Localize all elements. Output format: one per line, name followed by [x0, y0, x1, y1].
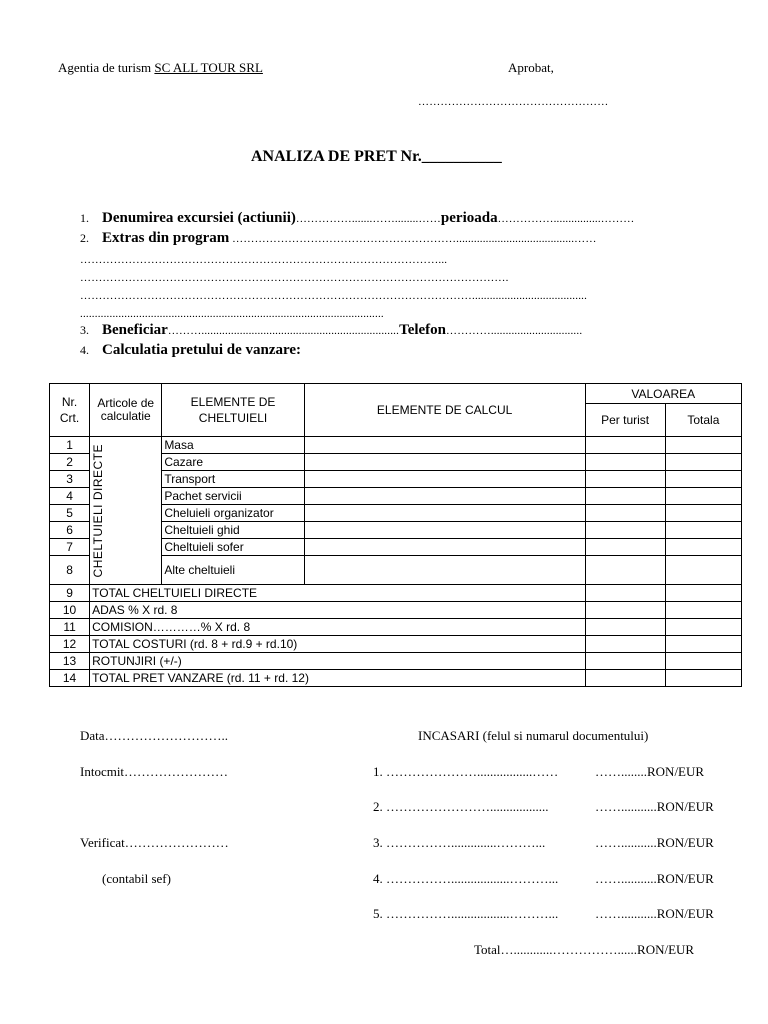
row-label: Transport [162, 471, 304, 488]
approved-signature-line: …………………………………………… [418, 96, 609, 108]
header-elemente-calcul: ELEMENTE DE CALCUL [304, 384, 585, 437]
totala-cell[interactable] [665, 653, 741, 670]
receipt-amount-1[interactable]: ……........RON/EUR [595, 764, 705, 779]
calc-cell[interactable] [304, 522, 585, 539]
totala-cell[interactable] [665, 556, 741, 585]
row-number: 14 [50, 670, 90, 687]
section-3-label: Beneficiar [102, 322, 168, 338]
per-turist-cell[interactable] [585, 636, 665, 653]
agency-name: SC ALL TOUR SRL [154, 60, 263, 75]
per-turist-cell[interactable] [585, 471, 665, 488]
approved-label: Aprobat, [508, 60, 554, 75]
totala-cell[interactable] [665, 619, 741, 636]
totala-cell[interactable] [665, 670, 741, 687]
row-number: 1 [50, 437, 90, 454]
receipts-title: INCASARI (felul si numarul documentului) [418, 728, 649, 743]
row-number: 7 [50, 539, 90, 556]
calc-cell[interactable] [304, 488, 585, 505]
agency-label: Agentia de turism [58, 60, 152, 75]
table-header-row [50, 384, 742, 404]
row-number: 12 [50, 636, 90, 653]
section-2-number: 2. [80, 231, 89, 245]
per-turist-cell[interactable] [585, 454, 665, 471]
calc-cell[interactable] [304, 454, 585, 471]
receipt-amount-5[interactable]: ……...........RON/EUR [595, 906, 714, 921]
per-turist-cell[interactable] [585, 539, 665, 556]
chief-accountant-label: (contabil sef) [102, 871, 171, 886]
totala-cell[interactable] [665, 636, 741, 653]
receipts-total[interactable]: Total…............……………......RON/EUR [474, 942, 695, 957]
receipt-amount-3[interactable]: ……...........RON/EUR [595, 835, 714, 850]
receipt-line-1[interactable]: 1. ………………….................…… [373, 764, 559, 779]
section-1-period-dots: ……………................……… [497, 213, 635, 225]
totala-cell[interactable] [665, 602, 741, 619]
table-row [50, 602, 742, 619]
page-title: ANALIZA DE PRET Nr.__________ [251, 148, 502, 165]
calc-cell[interactable] [304, 539, 585, 556]
per-turist-cell[interactable] [585, 585, 665, 602]
totala-cell[interactable] [665, 539, 741, 556]
totala-cell[interactable] [665, 454, 741, 471]
per-turist-cell[interactable] [585, 437, 665, 454]
receipt-line-5[interactable]: 5. ……………..................………... [373, 906, 559, 921]
header-valoarea: VALOAREA [585, 384, 741, 404]
row-number: 3 [50, 471, 90, 488]
row-number: 9 [50, 585, 90, 602]
row-label: Cheluieli organizator [162, 505, 304, 522]
row-label: TOTAL PRET VANZARE (rd. 11 + rd. 12) [90, 670, 585, 687]
section-2-line-2: ……………………………………………………………………………………………………. [80, 272, 509, 284]
calc-cell[interactable] [304, 437, 585, 454]
table-row [50, 585, 742, 602]
per-turist-cell[interactable] [585, 556, 665, 585]
table-row [50, 653, 742, 670]
totala-cell[interactable] [665, 522, 741, 539]
header-elemente-cheltuieli: ELEMENTE DE CHELTUIELI [162, 384, 304, 437]
section-3-dots: ………................................................................... [167, 325, 400, 337]
calc-cell[interactable] [304, 505, 585, 522]
section-1-label: Denumirea excursiei (actiunii) [102, 210, 296, 226]
receipt-line-2[interactable]: 2. …………………….................. [373, 799, 549, 814]
section-2-dots: ……………………………………………………........................................…… [229, 233, 597, 245]
receipt-amount-4[interactable]: ……...........RON/EUR [595, 871, 714, 886]
per-turist-cell[interactable] [585, 505, 665, 522]
row-label: ROTUNJIRI (+/-) [90, 653, 585, 670]
row-number: 5 [50, 505, 90, 522]
receipt-amount-2[interactable]: ……...........RON/EUR [595, 799, 714, 814]
totala-cell[interactable] [665, 585, 741, 602]
row-label: COMISION…………% X rd. 8 [90, 619, 585, 636]
row-label: Cazare [162, 454, 304, 471]
header-totala: Totala [665, 404, 741, 437]
per-turist-cell[interactable] [585, 602, 665, 619]
totala-cell[interactable] [665, 471, 741, 488]
section-1 [80, 210, 634, 227]
per-turist-cell[interactable] [585, 522, 665, 539]
section-1-number: 1. [80, 211, 89, 225]
section-2-line-3: ……………………………………………………………………………………………....................................... [80, 290, 588, 302]
verified-by-field[interactable]: Verificat…………………… [80, 835, 229, 850]
header-nr: Nr. Crt. [50, 384, 90, 437]
per-turist-cell[interactable] [585, 670, 665, 687]
header-articole: Articole de calculatie [90, 384, 162, 437]
section-2-label: Extras din program [102, 230, 230, 246]
section-3-phone-label: Telefon [399, 322, 447, 338]
direct-costs-label: CHELTUIELI DIRECTE [91, 443, 106, 578]
section-4-number: 4. [80, 343, 89, 357]
section-2 [80, 230, 597, 247]
table-row [50, 619, 742, 636]
row-number: 10 [50, 602, 90, 619]
price-calculation-table [49, 383, 742, 687]
header-per-turist: Per turist [585, 404, 665, 437]
calc-cell[interactable] [304, 471, 585, 488]
date-field[interactable]: Data……………………….. [80, 728, 229, 743]
row-label: Cheltuieli sofer [162, 539, 304, 556]
direct-costs-group [90, 437, 162, 585]
agency-line [58, 60, 263, 76]
per-turist-cell[interactable] [585, 653, 665, 670]
section-2-line-1: ……………………………………………………………………………………... [80, 254, 448, 266]
table-row [50, 670, 742, 687]
row-label: Cheltuieli ghid [162, 522, 304, 539]
row-label: TOTAL COSTURI (rd. 8 + rd.9 + rd.10) [90, 636, 585, 653]
row-label: TOTAL CHELTUIELI DIRECTE [90, 585, 585, 602]
table-row [50, 437, 742, 454]
section-1-dots: …………….......……........…… [295, 213, 441, 225]
totala-cell[interactable] [665, 505, 741, 522]
row-label: ADAS % X rd. 8 [90, 602, 585, 619]
per-turist-cell[interactable] [585, 619, 665, 636]
row-number: 4 [50, 488, 90, 505]
row-number: 8 [50, 556, 90, 585]
calc-cell[interactable] [304, 556, 585, 585]
prepared-by-field[interactable]: Intocmit…………………… [80, 764, 229, 779]
receipt-line-3[interactable]: 3. ……………..............………... [373, 835, 546, 850]
totala-cell[interactable] [665, 437, 741, 454]
row-label: Masa [162, 437, 304, 454]
row-number: 2 [50, 454, 90, 471]
row-number: 13 [50, 653, 90, 670]
section-4-label: Calculatia pretului de vanzare: [102, 342, 302, 358]
per-turist-cell[interactable] [585, 488, 665, 505]
section-2-line-4: ....................................................................................................... [80, 308, 384, 320]
receipt-line-4[interactable]: 4. ……………..................………... [373, 871, 559, 886]
row-number: 6 [50, 522, 90, 539]
section-4 [80, 342, 301, 359]
totala-cell[interactable] [665, 488, 741, 505]
table-row [50, 636, 742, 653]
section-3-number: 3. [80, 323, 89, 337]
section-3 [80, 322, 582, 339]
row-label: Pachet servicii [162, 488, 304, 505]
row-label: Alte cheltuieli [162, 556, 304, 585]
row-number: 11 [50, 619, 90, 636]
section-3-phone-dots: …………............................... [446, 325, 583, 337]
section-1-period-label: perioada [440, 210, 498, 226]
